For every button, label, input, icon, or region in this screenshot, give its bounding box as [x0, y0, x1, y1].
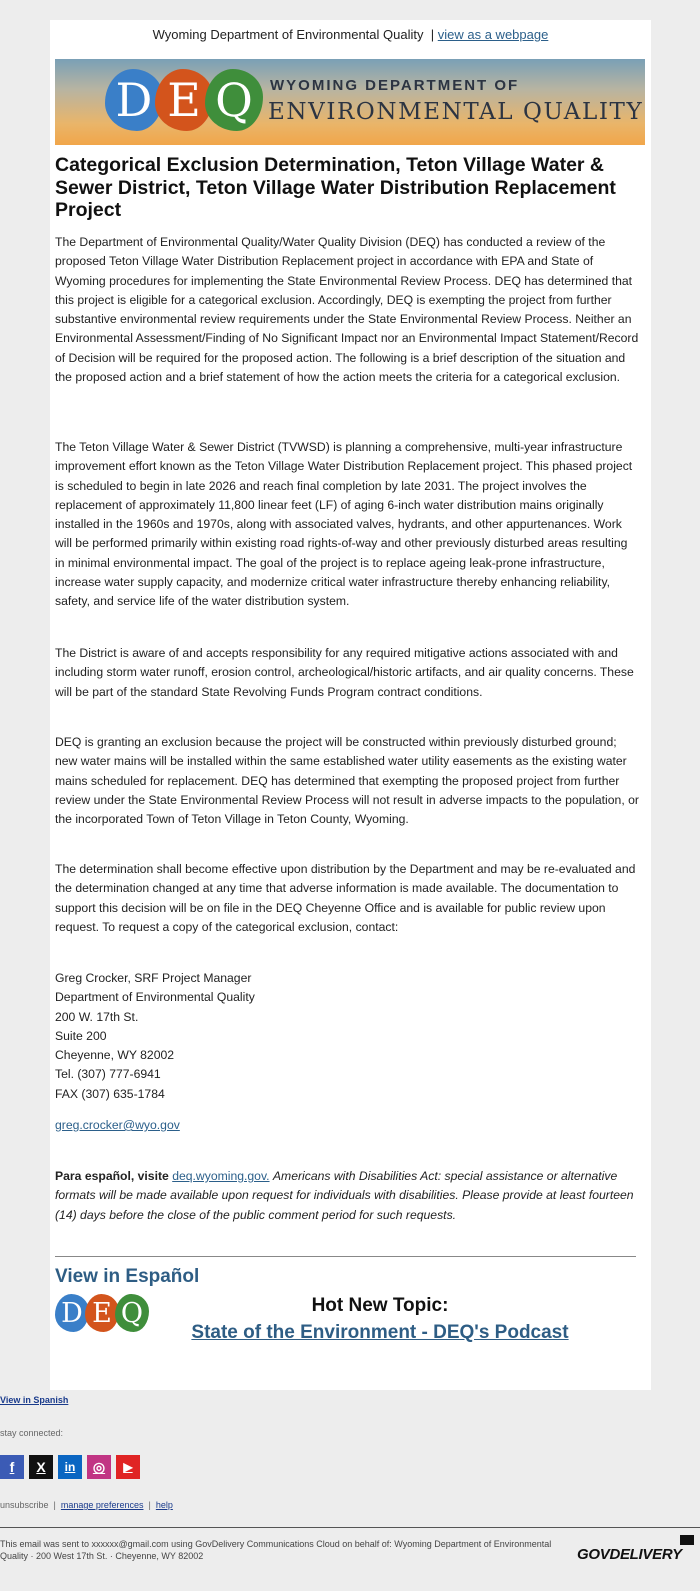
deq-website-link[interactable]: deq.wyoming.gov.: [172, 1169, 270, 1183]
contact-email-link[interactable]: greg.crocker@wyo.gov: [55, 1118, 180, 1132]
hot-topic-heading: Hot New Topic:: [311, 1295, 449, 1316]
contact-street: 200 W. 17th St.: [55, 1009, 139, 1024]
unsubscribe-link[interactable]: unsubscribe: [0, 1500, 49, 1510]
logo-letter-e: E: [155, 69, 213, 131]
social-links: [0, 1455, 140, 1479]
deq-logo: [105, 69, 265, 135]
stay-connected-label: stay connected:: [0, 1428, 64, 1438]
contact-city: Cheyenne, WY 82002: [55, 1048, 175, 1063]
govdelivery-logo: [577, 1535, 697, 1565]
paragraph-exclusion-reason: DEQ is granting an exclusion because the project will be constructed within previously disturbed ground; new water mains will be installed within the same established water utility easements as the existing water mains scheduled for replacement. DEQ has determined that exempting the proposed project from further review under the State Environmental Review Process will not result in adverse impacts to the population, or the incorporated Town of Teton Village in Teton County, Wyoming.: [55, 735, 639, 827]
logo-letter-q: Q: [205, 69, 263, 131]
spanish-lead: Para español, visite: [55, 1169, 169, 1183]
contact-fax: FAX (307) 635-1784: [55, 1086, 165, 1101]
view-in-spanish-link[interactable]: View in Spanish: [0, 1395, 69, 1405]
contact-tel: Tel. (307) 777-6941: [55, 1067, 161, 1082]
instagram-icon[interactable]: ◎: [87, 1455, 111, 1479]
footer-note: This email was sent to xxxxxx@gmail.com using GovDelivery Communications Cloud on behalf of: Wyoming Department of Environmental Quality · 200 West 17th St. · Cheyenne, WY 82002: [0, 1539, 552, 1561]
contact-email-line: [55, 1116, 639, 1135]
youtube-icon[interactable]: ▶: [116, 1455, 140, 1479]
contact-department: Department of Environmental Quality: [55, 990, 255, 1005]
help-link[interactable]: help: [155, 1500, 173, 1510]
manage-preferences-link[interactable]: manage preferences: [60, 1500, 144, 1510]
view-as-webpage-link[interactable]: view as a webpage: [437, 27, 549, 42]
org-name: Wyoming Department of Environmental Quality: [152, 27, 424, 42]
logo-letter-d: D: [105, 69, 163, 131]
paragraph-project-description: The Teton Village Water & Sewer District (TVWSD) is planning a comprehensive, multi-year infrastructure improvement effort known as the Teton Village Water Distribution Replacement project. This phased project is scheduled to begin in late 2026 and reach final completion by late 2031. The project involves the replacement of approximately 11,800 linear feet (LF) of aging 6-inch water distribution mains originally installed in the 1960s and 1970s, along with associated valves, hydrants, and other appurtenances. Work will be performed primarily within existing road rights-of-way and other previously disturbed areas resulting in minimal environmental impact. The goal of the project is to replace ageing leak-prone infrastructure, increase water supply capacity, and modernize critical water infrastructure thereby enhancing reliability, safety, and service life of the water distribution system.: [55, 440, 633, 609]
page-title: Categorical Exclusion Determination, Teton Village Water & Sewer District, Teton Village Water Distribution Replacement Project: [55, 154, 616, 221]
small-logo-letter-d: D: [55, 1294, 89, 1332]
small-logo-letter-q: Q: [115, 1294, 149, 1332]
footer-separator-2: |: [148, 1500, 151, 1510]
paragraph-mitigation: The District is aware of and accepts responsibility for any required mitigative actions associated with and including storm water runoff, erosion control, archeological/historic artifacts, and air quality concerns. These will be part of the standard State Revolving Funds Program contract conditions.: [55, 646, 634, 699]
spanish-ada-notice: [55, 1167, 639, 1225]
banner-top-text: WYOMING DEPARTMENT OF: [270, 77, 520, 94]
footer-separator-1: |: [53, 1500, 56, 1510]
small-logo-letter-e: E: [85, 1294, 119, 1332]
divider: [55, 1256, 636, 1257]
paragraph-determination: The determination shall become effective upon distribution by the Department and may be re-evaluated and the determination changed at any time that adverse information is made available. The documentation to support this decision will be on file in the DEQ Cheyenne Office and is available for public review upon request. To request a copy of the categorical exclusion, contact:: [55, 862, 636, 934]
envelope-icon: [680, 1535, 694, 1545]
deq-banner: [55, 59, 645, 145]
contact-block: [55, 969, 639, 1104]
email-card: [50, 20, 651, 1390]
footer-divider: [0, 1527, 700, 1528]
banner-bottom-text: ENVIRONMENTAL QUALITY: [268, 99, 644, 125]
linkedin-icon[interactable]: in: [58, 1455, 82, 1479]
email-header: [50, 27, 651, 42]
paragraph-intro: The Department of Environmental Quality/Water Quality Division (DEQ) has conducted a review of the proposed Teton Village Water Distribution Replacement project in accordance with EPA and State of Wyoming procedures for implementing the State Environmental Review Process. DEQ has determined that this project is eligible for a categorical exclusion. Accordingly, DEQ is exempting the project from further substantive environmental review requirements under the State Environmental Review Process. Neither an Environmental Assessment/Finding of No Significant Impact nor an Environmental Impact Statement/Record of Decision will be required for the proposed action. The following is a brief description of the situation and the proposed action and a brief statement of how the action meets the criteria for a categorical exclusion.: [55, 235, 639, 385]
ada-notice: Americans with Disabilities Act: special assistance or alternative formats will be made available upon request for individuals with disabilities. Please provide at least fourteen (14) days before the close of the public comment period for such requests.: [55, 1169, 634, 1222]
x-icon[interactable]: X: [29, 1455, 53, 1479]
facebook-icon[interactable]: f: [0, 1455, 24, 1479]
podcast-link[interactable]: State of the Environment - DEQ's Podcast: [191, 1322, 569, 1343]
contact-name: Greg Crocker, SRF Project Manager: [55, 971, 252, 985]
govdelivery-brand: GOVDELIVERY: [577, 1546, 682, 1563]
header-separator: |: [430, 27, 435, 42]
contact-suite: Suite 200: [55, 1028, 107, 1043]
view-in-espanol-heading[interactable]: View in Español: [55, 1266, 200, 1287]
footer-links: [0, 1500, 173, 1510]
